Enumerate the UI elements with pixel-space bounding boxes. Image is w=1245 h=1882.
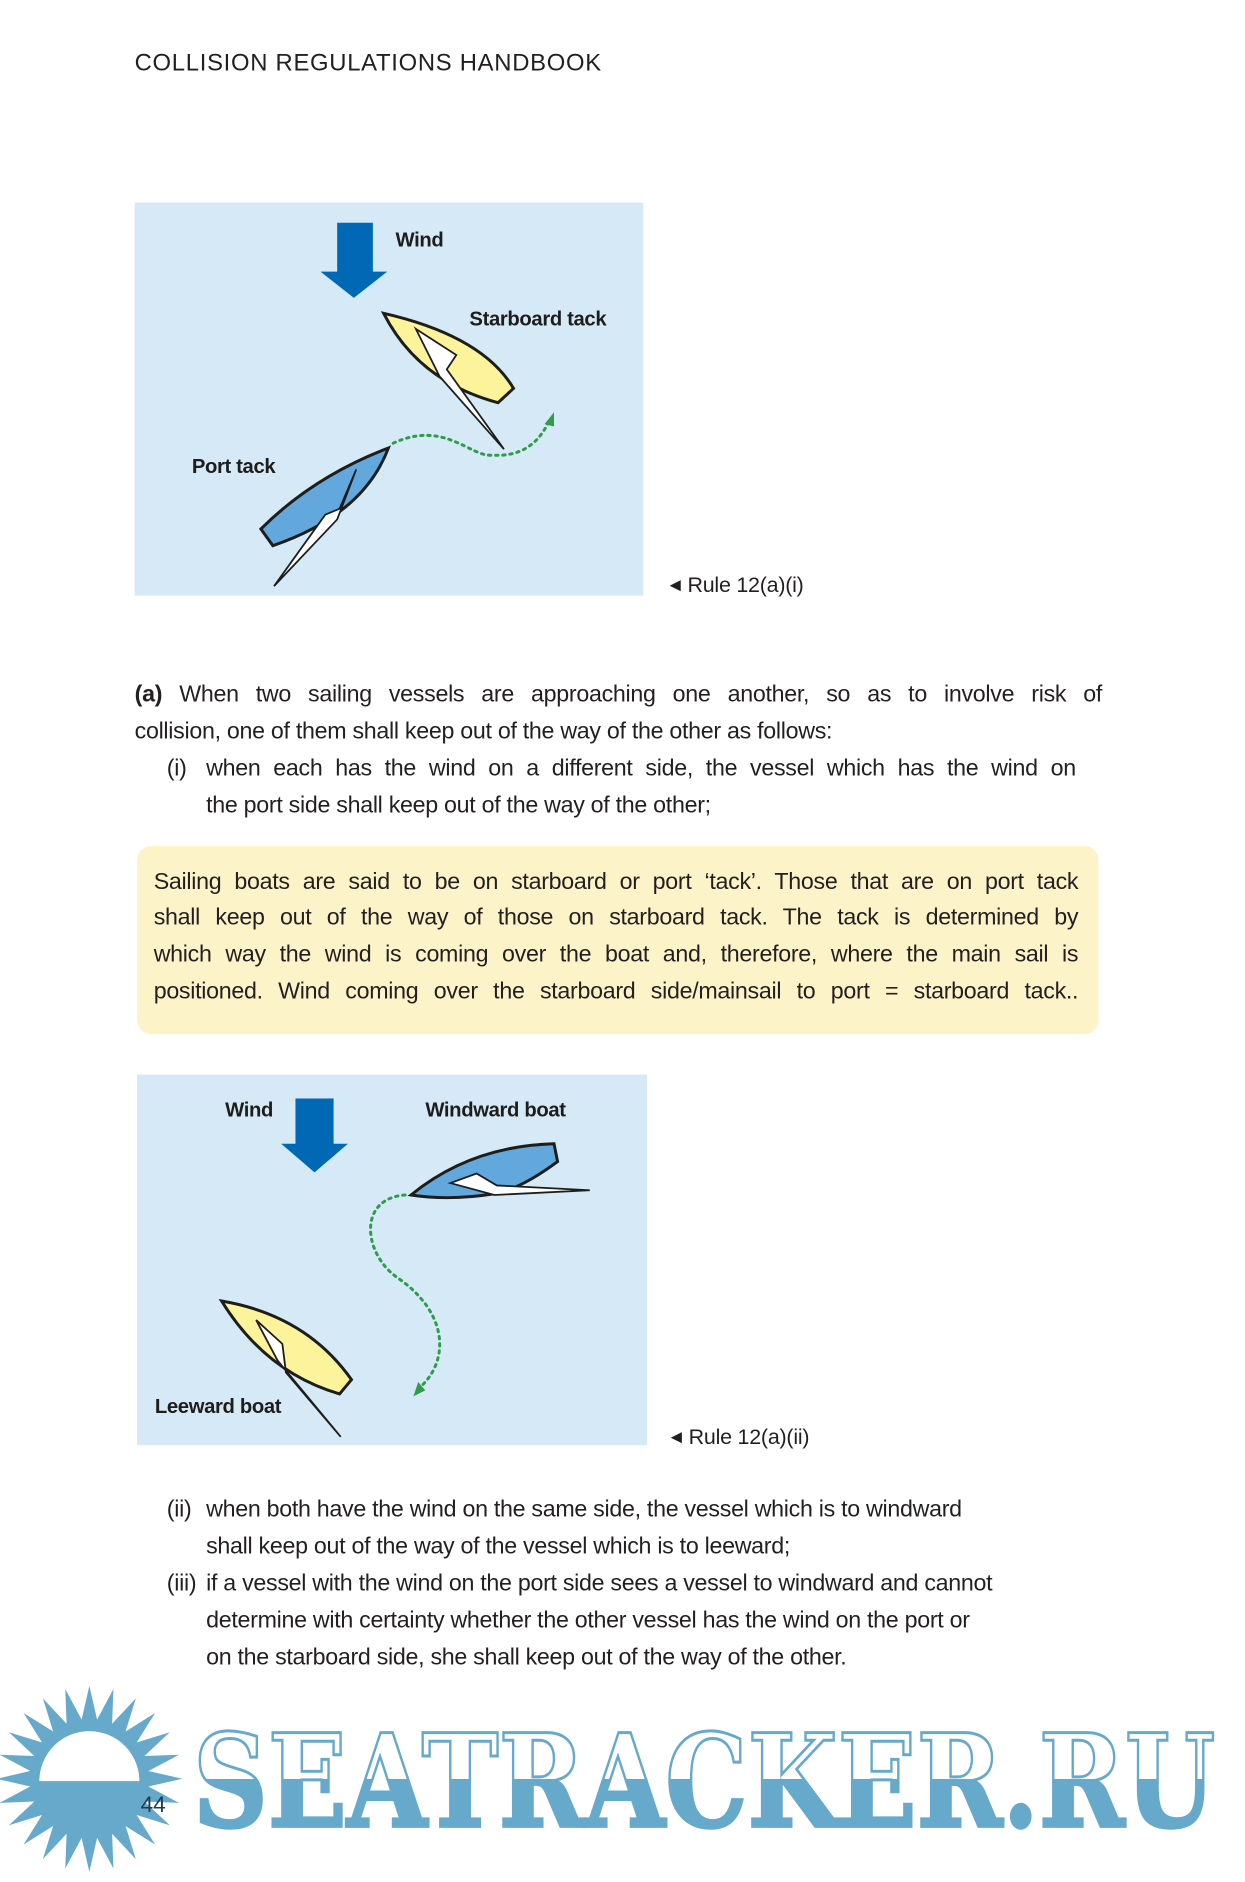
figure-rule-12a-i — [135, 203, 644, 596]
windward-boat-label: Windward boat — [425, 1098, 566, 1122]
note-line-2: shall keep out of the way of those on starboard tack. The tack is determined by — [153, 904, 1079, 931]
rule-a-line-2: collision, one of them shall keep out of the way of the other as follows: — [134, 718, 833, 745]
port-tack-label: Port tack — [191, 455, 276, 478]
leeward-boat-label: Leeward boat — [154, 1395, 282, 1418]
item-i-line-2: the port side shall keep out of the way of the other; — [206, 792, 711, 819]
wind-label: Wind — [225, 1098, 274, 1122]
figure1-caption — [670, 573, 804, 598]
explanatory-note-box — [137, 846, 1098, 1034]
wind-arrow-icon — [281, 1098, 348, 1172]
caption-text: Rule 12(a)(i) — [687, 573, 804, 597]
item-i-marker: (i) — [166, 755, 187, 782]
item-ii-line-1: when both have the wind on the same side, the vessel which is to windward — [206, 1496, 962, 1523]
figure2-caption — [671, 1425, 810, 1450]
wind-arrow-icon — [320, 223, 387, 298]
figure-rule-12a-ii — [137, 1075, 647, 1446]
triangle-left-icon: ◀ — [669, 576, 681, 594]
text: When two sailing vessels are approaching one another, so as to involve risk of — [179, 681, 1103, 708]
caption-text: Rule 12(a)(ii) — [688, 1424, 810, 1449]
item-iii-line-3: on the starboard side, she shall keep out of the way of the other. — [206, 1644, 847, 1671]
note-line-1: Sailing boats are said to be on starboard or port ‘tack’. Those that are on port tack — [153, 868, 1079, 895]
running-header: COLLISION REGULATIONS HANDBOOK — [134, 50, 602, 77]
item-i-line-1: when each has the wind on a different side, the vessel which has the wind on — [206, 755, 1076, 782]
item-ii-line-2: shall keep out of the way of the vessel which is to leeward; — [206, 1533, 791, 1560]
course-track — [371, 1195, 440, 1396]
course-track — [393, 412, 554, 455]
rule-a-line-1 — [135, 677, 1102, 714]
note-line-3: which way the wind is coming over the boat and, therefore, where the main sail is — [153, 941, 1079, 968]
wind-label: Wind — [395, 228, 444, 252]
item-iii-line-2: determine with certainty whether the other vessel has the wind on the port or — [206, 1607, 970, 1634]
page-number: 44 — [140, 1793, 166, 1819]
item-ii-marker: (ii) — [166, 1496, 192, 1523]
rule-a-marker: (a) — [134, 681, 163, 708]
watermark-text: SEATRACKER.RU — [193, 1706, 1216, 1858]
starboard-tack-label: Starboard tack — [469, 307, 607, 331]
item-iii-marker: (iii) — [166, 1570, 197, 1597]
port-tack-yacht — [261, 448, 388, 586]
note-line-4: positioned. Wind coming over the starboard side/mainsail to port = starboard tack.. — [153, 978, 1079, 1005]
starboard-tack-yacht — [384, 313, 514, 449]
sun-icon — [0, 1686, 182, 1872]
windward-yacht — [411, 1144, 590, 1198]
watermark-logo — [0, 1686, 1245, 1882]
triangle-left-icon: ◀ — [670, 1428, 682, 1446]
item-iii-line-1: if a vessel with the wind on the port side sees a vessel to windward and cannot — [206, 1570, 993, 1597]
